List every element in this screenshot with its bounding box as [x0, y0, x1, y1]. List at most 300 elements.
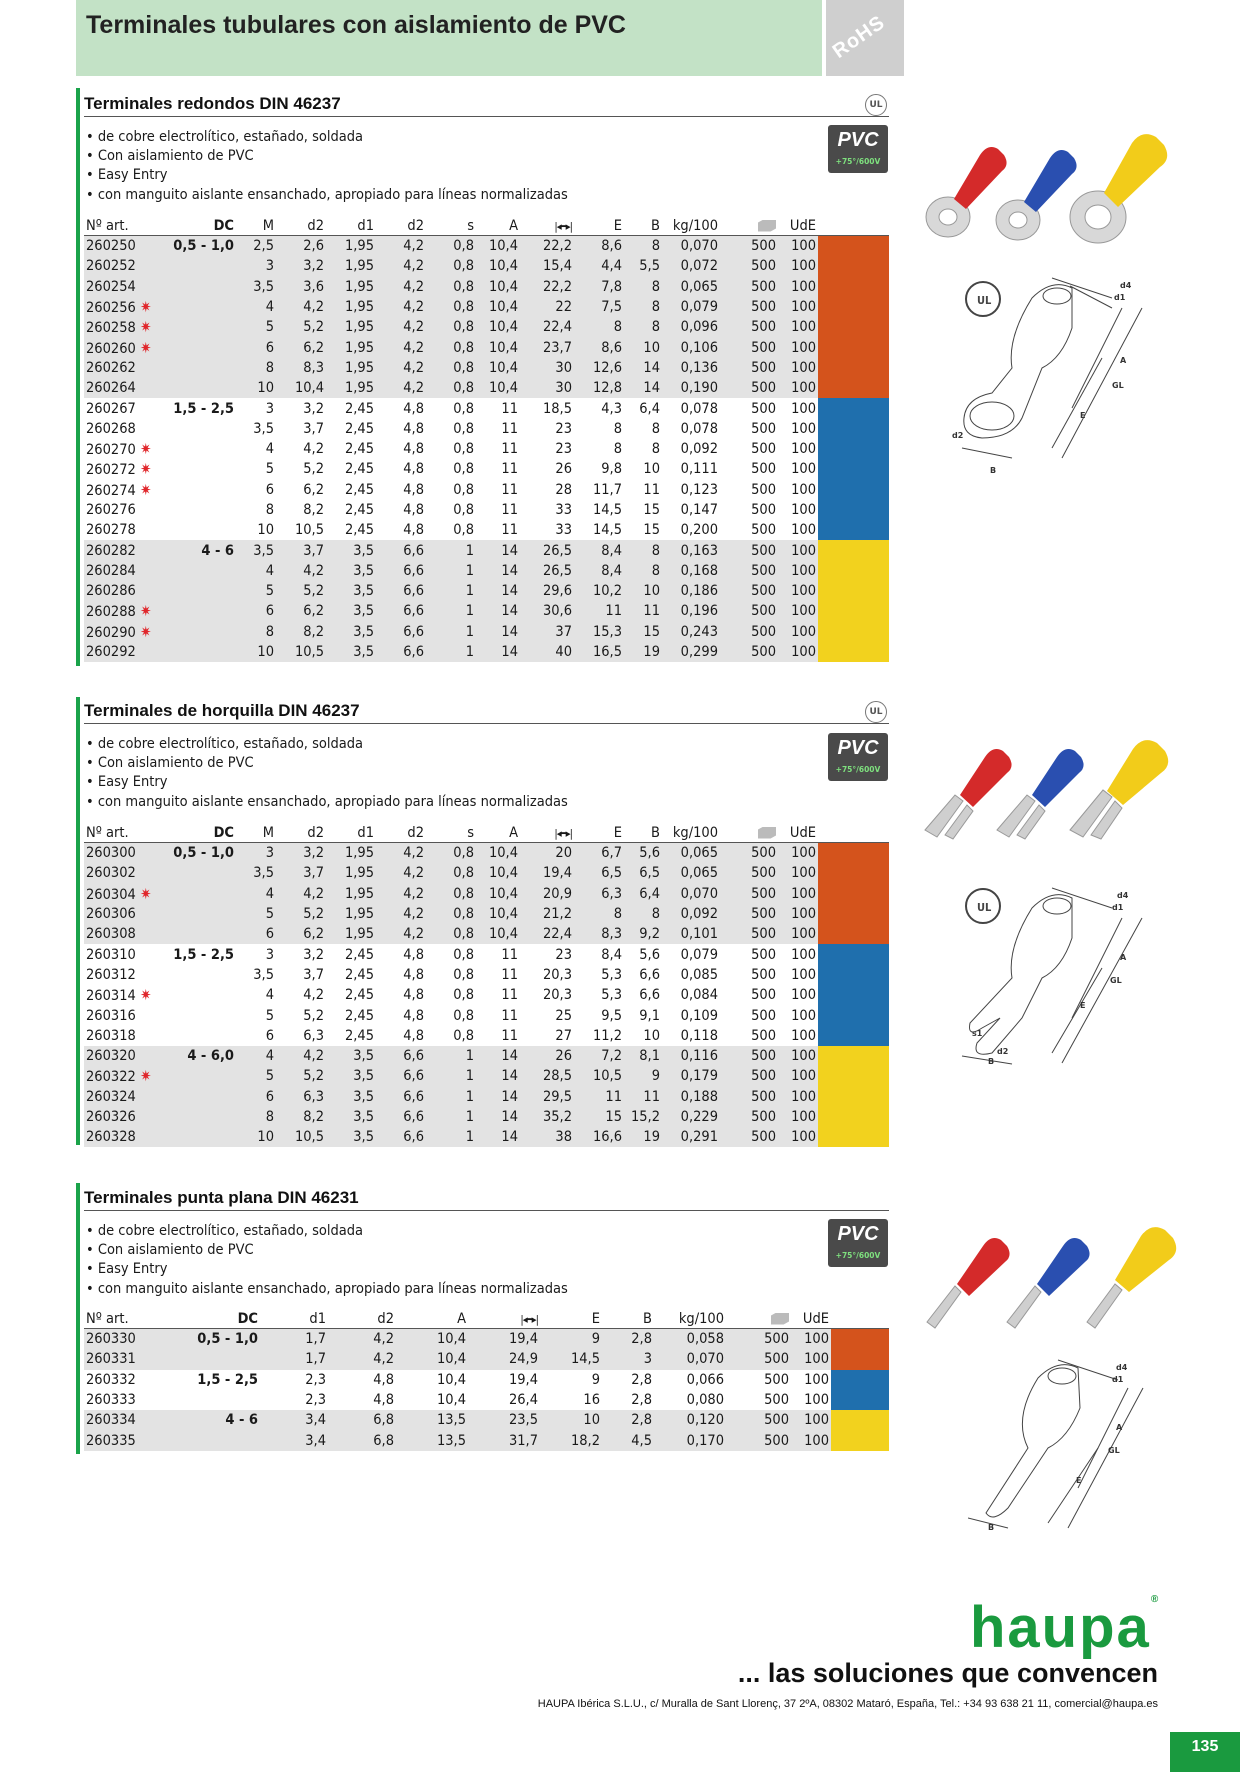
table-cell: 500: [720, 924, 778, 944]
article-code: 260304: [86, 886, 136, 903]
table-cell: 4: [236, 884, 276, 904]
table-cell: 500: [720, 601, 778, 621]
table-cell: 0,179: [662, 1066, 720, 1086]
wire-color-marker: [818, 581, 889, 601]
table-row: [84, 1349, 889, 1369]
table-cell: 100: [778, 561, 818, 581]
table-cell: 4,2: [376, 904, 426, 924]
wire-color-marker: [818, 439, 889, 459]
table-cell: 0,8: [426, 297, 476, 317]
table-row: [84, 884, 889, 904]
table-row: [84, 256, 889, 276]
table-cell: [170, 863, 236, 883]
new-item-star-icon: ✷: [135, 460, 152, 479]
article-number: [84, 439, 170, 459]
pvc-badge: [828, 733, 888, 781]
table-cell: 0,196: [662, 601, 720, 621]
table-cell: 15,4: [520, 256, 574, 276]
table-cell: 4: [265, 987, 274, 1004]
table-cell: [170, 1026, 236, 1046]
table-cell: 6,8: [328, 1410, 396, 1430]
table-cell: 1,5 - 2,5: [173, 946, 234, 963]
table-cell: 6: [236, 924, 276, 944]
column-header: UdE: [778, 823, 818, 843]
table-cell: 10,2: [574, 581, 624, 601]
column-header: kg/100: [662, 216, 720, 236]
table-cell: 8,4: [574, 540, 624, 560]
column-header: DC: [170, 1309, 260, 1329]
table-cell: 1: [426, 540, 476, 560]
table-cell: 5: [236, 581, 276, 601]
article-code: 260331: [86, 1351, 136, 1368]
table-cell: 5,2: [276, 581, 326, 601]
table-cell: 26,5: [520, 561, 574, 581]
table-cell: 2,45: [344, 966, 374, 983]
table-row: [84, 944, 889, 964]
fork-terminal-yellow: [1070, 740, 1168, 839]
dim-label: d4: [1117, 891, 1129, 900]
table-row: [84, 863, 889, 883]
article-code: 260310: [86, 946, 136, 963]
table-cell: 3: [265, 946, 274, 963]
table-cell: 2,3: [305, 1392, 326, 1409]
table-cell: 11: [501, 441, 518, 458]
table-cell: 500: [720, 581, 778, 601]
table-cell: 0,079: [680, 946, 718, 963]
table-row: [84, 337, 889, 357]
new-item-star-icon: ✷: [135, 622, 152, 641]
table-cell: 8: [651, 441, 660, 458]
table-cell: 0,079: [662, 297, 720, 317]
table-cell: 500: [726, 1410, 791, 1430]
table-cell: 11: [501, 987, 518, 1004]
ul-mark-drawing: UL: [977, 901, 992, 914]
wire-color-marker: [818, 317, 889, 337]
table-cell: 30,6: [520, 601, 574, 621]
table-cell: 3,2: [276, 256, 326, 276]
table-cell: 100: [804, 1371, 829, 1388]
table-cell: 16,5: [574, 642, 624, 662]
table-cell: 3,5: [326, 642, 376, 662]
table-cell: 8,6: [574, 236, 624, 257]
table-cell: 19: [624, 1127, 662, 1147]
new-item-star-icon: ✷: [135, 440, 152, 459]
table-cell: 6,2: [276, 924, 326, 944]
table-cell: 0,8: [453, 966, 474, 983]
table-row: [84, 581, 889, 601]
table-cell: 4,2: [376, 924, 426, 944]
wire-color-marker: [818, 965, 889, 985]
table-cell: 22,2: [520, 236, 574, 257]
table-cell: 500: [720, 1087, 778, 1107]
dim-label: d2: [997, 1047, 1009, 1056]
table-cell: 8,4: [574, 561, 624, 581]
table-cell: 6,6: [376, 601, 426, 621]
table-cell: 5,3: [601, 987, 622, 1004]
table-cell: 4,2: [303, 987, 324, 1004]
table-cell: 5,3: [601, 966, 622, 983]
table-cell: [170, 459, 236, 479]
table-cell: 0,116: [662, 1046, 720, 1066]
ul-icon: UL: [865, 94, 887, 116]
wire-color-marker: [818, 459, 889, 479]
table-cell: 2,8: [602, 1410, 654, 1430]
pvc-rating: +75°/600V: [835, 157, 881, 166]
table-cell: 4,2: [276, 561, 326, 581]
new-item-star-icon: ✷: [135, 986, 152, 1005]
feature-item: • de cobre electrolítico, estañado, soldada: [86, 1222, 568, 1241]
table-cell: [170, 985, 236, 1005]
article-code: 260282: [86, 542, 136, 559]
article-code: 260272: [86, 462, 136, 479]
table-cell: 4,2: [276, 1046, 326, 1066]
table-cell: 0,5 - 1,0: [170, 843, 236, 864]
table-cell: 500: [751, 946, 776, 963]
article-number: [84, 378, 170, 398]
table-cell: 4,8: [403, 441, 424, 458]
table-cell: [170, 1127, 236, 1147]
table-row: [84, 297, 889, 317]
table-row: [84, 520, 889, 540]
table-cell: 4,8: [403, 987, 424, 1004]
table-cell: 23,5: [468, 1410, 540, 1430]
feature-list: [86, 735, 568, 812]
table-cell: 30: [520, 358, 574, 378]
table-cell: 6,3: [303, 1027, 324, 1044]
table-cell: [170, 480, 236, 500]
table-cell: 19: [624, 642, 662, 662]
table-cell: 6,6: [376, 561, 426, 581]
page-title: Terminales tubulares con aislamiento de PVC: [86, 11, 626, 39]
table-cell: 21,2: [520, 904, 574, 924]
table-cell: 8: [236, 1107, 276, 1127]
table-cell: 0,058: [654, 1329, 726, 1350]
table-cell: 9,2: [624, 924, 662, 944]
table-cell: 14: [624, 378, 662, 398]
table-cell: [170, 1005, 236, 1025]
column-header: d2: [276, 216, 326, 236]
table-cell: 100: [804, 1392, 829, 1409]
table-cell: 0,8: [426, 378, 476, 398]
table-cell: 10,4: [476, 277, 520, 297]
wire-color-marker: [818, 622, 889, 642]
table-cell: 0,8: [453, 400, 474, 417]
article-number: [84, 1430, 170, 1450]
table-cell: 10,4: [476, 236, 520, 257]
table-cell: 14: [624, 358, 662, 378]
table-cell: 0,8: [426, 277, 476, 297]
column-header: E: [540, 1309, 602, 1329]
table-cell: 1,95: [326, 337, 376, 357]
dim-label: GL: [1112, 381, 1124, 390]
wire-color-marker: [818, 1046, 889, 1066]
table-cell: [170, 1087, 236, 1107]
table-cell: 4,8: [403, 1027, 424, 1044]
table-cell: 11: [501, 502, 518, 518]
table-cell: 3,5: [326, 581, 376, 601]
feature-item: • con manguito aislante ensanchado, apropiado para líneas normalizadas: [86, 793, 568, 812]
table-cell: 4,8: [403, 946, 424, 963]
table-cell: 1: [426, 1066, 476, 1086]
table-row: [84, 500, 889, 520]
table-cell: 10: [236, 642, 276, 662]
table-row: [84, 378, 889, 398]
feature-item: • con manguito aislante ensanchado, apropiado para líneas normalizadas: [86, 186, 568, 205]
table-cell: [170, 1349, 260, 1369]
table-cell: 500: [720, 884, 778, 904]
ring-terminal-drawing: [952, 268, 1182, 478]
new-item-star-icon: ✷: [135, 480, 152, 499]
table-cell: 100: [778, 317, 818, 337]
table-cell: 100: [791, 420, 816, 437]
table-cell: 4,2: [376, 378, 426, 398]
table-cell: [170, 419, 236, 439]
table-cell: 18,2: [540, 1430, 602, 1450]
feature-item: • Con aislamiento de PVC: [86, 147, 568, 166]
table-cell: 1,95: [326, 277, 376, 297]
wire-color-marker: [818, 500, 889, 520]
dim-label: d1: [1112, 903, 1124, 912]
article-code: 260268: [86, 420, 136, 437]
column-header: A: [476, 823, 520, 843]
wire-color-marker: [818, 884, 889, 904]
new-item-star-icon: ✷: [135, 338, 152, 357]
column-header: Nº art.: [84, 823, 170, 843]
table-row: [84, 459, 889, 479]
column-header: A: [476, 216, 520, 236]
feature-item: • Easy Entry: [86, 1260, 568, 1279]
table-row: [84, 358, 889, 378]
column-header: d2: [276, 823, 326, 843]
table-cell: 14: [476, 1066, 520, 1086]
table-cell: 500: [751, 441, 776, 458]
article-number: [84, 1026, 170, 1046]
table-cell: 4,2: [376, 863, 426, 883]
table-cell: 4,2: [376, 317, 426, 337]
table-cell: 4,2: [376, 843, 426, 864]
table-cell: 10,4: [476, 904, 520, 924]
feature-item: • Easy Entry: [86, 773, 568, 792]
table-cell: 4,3: [601, 400, 622, 417]
table-cell: 11: [624, 1087, 662, 1107]
table-cell: 6,5: [624, 863, 662, 883]
table-cell: 3: [265, 400, 274, 417]
table-cell: 3,5: [253, 420, 274, 437]
article-code: 260290: [86, 624, 136, 641]
column-header: M: [236, 823, 276, 843]
package-icon: [758, 827, 776, 839]
table-cell: 0,170: [654, 1430, 726, 1450]
article-code: 260322: [86, 1069, 136, 1086]
table-cell: 1,95: [326, 843, 376, 864]
dim-label: E: [1080, 411, 1086, 420]
table-cell: [170, 884, 236, 904]
column-header: d2: [328, 1309, 396, 1329]
table-cell: [170, 642, 236, 662]
table-cell: 100: [791, 1410, 831, 1430]
table-cell: 5,2: [276, 317, 326, 337]
column-header: UdE: [791, 1309, 831, 1329]
wire-color-marker: [831, 1349, 889, 1369]
ring-terminal-blue: [996, 150, 1077, 240]
table-cell: 4,8: [403, 966, 424, 983]
table-cell: 100: [791, 441, 816, 458]
table-cell: 5,6: [639, 946, 660, 963]
table-cell: 4 - 6,0: [170, 1046, 236, 1066]
table-cell: 14: [476, 601, 520, 621]
table-cell: 500: [720, 378, 778, 398]
table-cell: 1,7: [260, 1349, 328, 1369]
column-header: [726, 1309, 791, 1329]
table-cell: 4: [236, 561, 276, 581]
table-cell: 23,7: [520, 337, 574, 357]
table-cell: 8,2: [303, 502, 324, 518]
table-cell: 29,6: [520, 581, 574, 601]
dim-label: d4: [1116, 1363, 1128, 1372]
table-row: [84, 1430, 889, 1450]
table-cell: 100: [778, 622, 818, 642]
table-cell: 8: [624, 317, 662, 337]
table-cell: 11,2: [592, 1027, 622, 1044]
table-cell: 0,299: [662, 642, 720, 662]
fork-terminal-table: [84, 823, 889, 1147]
table-cell: 1,5 - 2,5: [197, 1371, 258, 1388]
table-cell: 100: [778, 378, 818, 398]
table-cell: 1,95: [326, 904, 376, 924]
article-number: [84, 459, 170, 479]
table-cell: 500: [764, 1392, 789, 1409]
ul-icon: UL: [865, 701, 887, 723]
table-cell: 1: [426, 1127, 476, 1147]
table-cell: 0,065: [662, 843, 720, 864]
article-code: 260328: [86, 1129, 136, 1146]
length-arrow-icon: |◂━▸|: [554, 219, 572, 233]
feature-item: • con manguito aislante ensanchado, apropiado para líneas normalizadas: [86, 1280, 568, 1299]
table-cell: 0,8: [453, 522, 474, 539]
table-cell: 100: [778, 1087, 818, 1107]
table-cell: 500: [720, 337, 778, 357]
table-cell: 500: [751, 502, 776, 518]
column-header: d1: [260, 1309, 328, 1329]
table-cell: 1,5 - 2,5: [173, 400, 234, 417]
table-cell: 4,2: [376, 256, 426, 276]
table-cell: 8,2: [276, 622, 326, 642]
table-cell: 15,3: [574, 622, 624, 642]
table-cell: 0,188: [662, 1087, 720, 1107]
table-cell: 3,5: [326, 1107, 376, 1127]
article-number: [84, 581, 170, 601]
table-cell: 10,4: [396, 1349, 468, 1369]
table-cell: 500: [751, 420, 776, 437]
flat-terminal-yellow: [1087, 1227, 1176, 1328]
wire-color-marker: [831, 1430, 889, 1450]
table-cell: [170, 1430, 260, 1450]
table-cell: 0,096: [662, 317, 720, 337]
table-cell: 2,8: [631, 1371, 652, 1388]
table-cell: 10,4: [476, 317, 520, 337]
table-cell: 4,8: [403, 481, 424, 498]
feature-item: • Easy Entry: [86, 166, 568, 185]
table-cell: 0,101: [662, 924, 720, 944]
table-cell: 7,8: [574, 277, 624, 297]
table-cell: 6,5: [574, 863, 624, 883]
table-cell: [170, 358, 236, 378]
table-cell: 20: [520, 843, 574, 864]
table-cell: 4: [265, 441, 274, 458]
table-cell: 3,5: [253, 966, 274, 983]
article-code: 260276: [86, 502, 136, 518]
table-cell: 2,45: [344, 1007, 374, 1024]
wire-color-marker: [818, 358, 889, 378]
table-cell: 14: [476, 581, 520, 601]
table-cell: 500: [751, 522, 776, 539]
table-cell: 4,8: [373, 1371, 394, 1388]
table-cell: 0,8: [453, 1007, 474, 1024]
wire-color-marker: [818, 642, 889, 662]
table-cell: 3,7: [276, 863, 326, 883]
table-cell: 28,5: [520, 1066, 574, 1086]
article-number: [84, 1390, 170, 1410]
article-code: 260250: [86, 238, 136, 255]
table-cell: 2,45: [344, 441, 374, 458]
column-header: [468, 1309, 540, 1329]
article-number: [84, 601, 170, 621]
table-cell: 2,45: [344, 400, 374, 417]
table-cell: 26: [555, 461, 572, 478]
table-cell: 3,5: [326, 1127, 376, 1147]
table-cell: 6,6: [376, 622, 426, 642]
table-cell: 20,9: [520, 884, 574, 904]
article-code: 260270: [86, 442, 136, 459]
table-cell: 10,4: [436, 1371, 466, 1388]
fork-terminal-drawing: [952, 878, 1182, 1068]
dim-label: s1: [972, 1029, 983, 1038]
table-cell: 5,5: [624, 256, 662, 276]
wire-color-marker: [818, 520, 889, 540]
table-cell: [170, 965, 236, 985]
table-cell: 3,5: [236, 863, 276, 883]
table-cell: 9: [540, 1329, 602, 1350]
table-cell: 6,6: [376, 1066, 426, 1086]
table-cell: 9,5: [601, 1007, 622, 1024]
table-cell: 11: [501, 461, 518, 478]
table-cell: 4,8: [403, 461, 424, 478]
table-cell: 0,070: [662, 236, 720, 257]
table-cell: 14: [476, 1046, 520, 1066]
article-number: [84, 884, 170, 904]
table-cell: 8: [613, 441, 622, 458]
table-cell: [170, 904, 236, 924]
article-code: 260320: [86, 1048, 136, 1065]
wire-color-marker: [818, 398, 889, 418]
table-cell: 1: [426, 1107, 476, 1127]
table-cell: 11: [501, 946, 518, 963]
table-cell: 3,4: [260, 1410, 328, 1430]
dim-label: B: [988, 1057, 995, 1066]
table-row: [84, 236, 889, 257]
table-cell: 0,8: [426, 924, 476, 944]
table-row: [84, 985, 889, 1005]
article-number: [84, 358, 170, 378]
table-cell: 10,4: [476, 337, 520, 357]
wire-color-marker: [818, 924, 889, 944]
company-address: HAUPA Ibérica S.L.U., c/ Muralla de Sant Llorenç, 37 2ºA, 08302 Mataró, España, Tel.: +34 93 638 21 11, comercial@haupa.es: [537, 1698, 1158, 1710]
article-number: [84, 1087, 170, 1107]
new-item-star-icon: ✷: [135, 884, 152, 903]
table-cell: 4,8: [403, 522, 424, 539]
table-cell: 100: [791, 400, 816, 417]
column-header: E: [574, 216, 624, 236]
